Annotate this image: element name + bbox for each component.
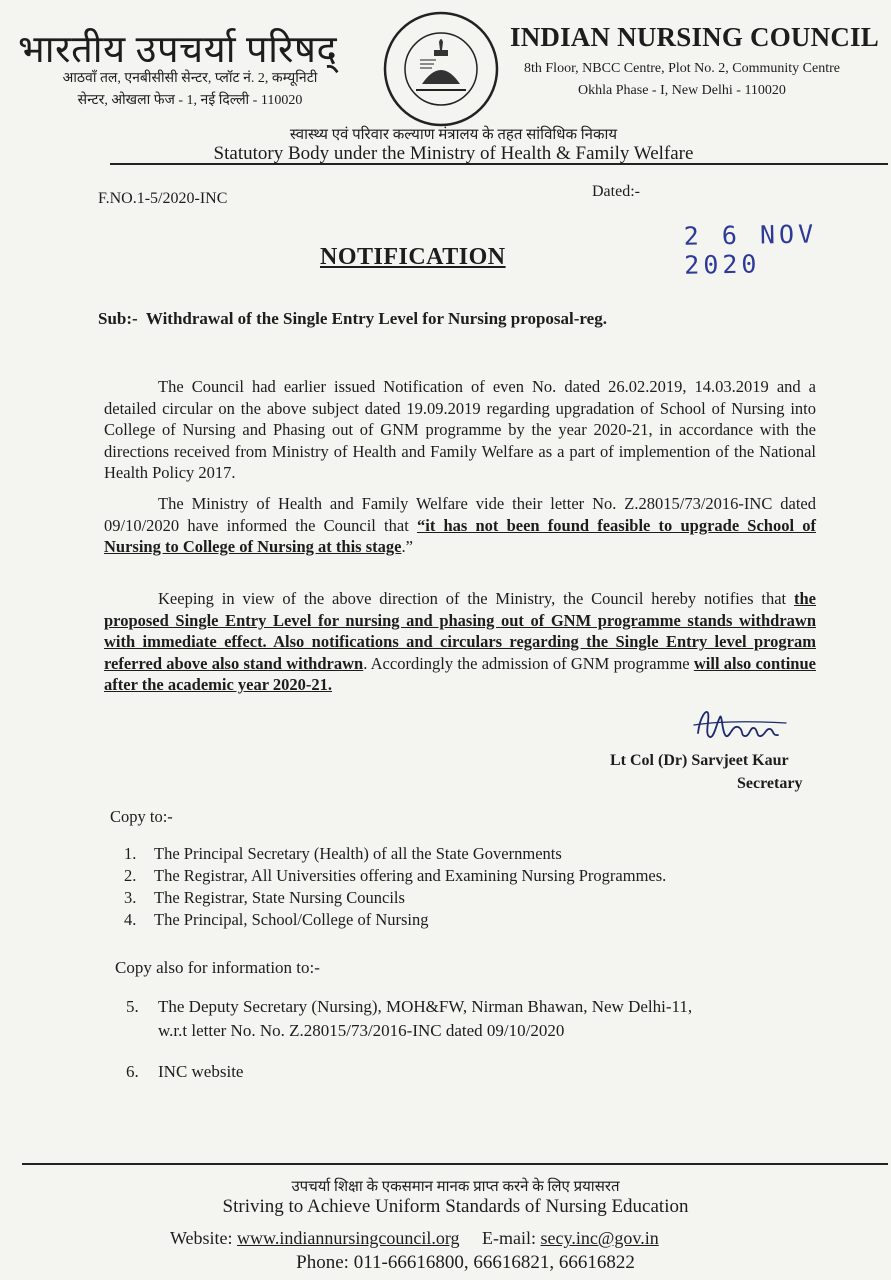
list-item-number: 5.	[126, 997, 139, 1016]
list-item-number: 3.	[124, 888, 137, 907]
paragraph-1: The Council had earlier issued Notification of even No. dated 26.02.2019, 14.03.2019 and a detailed circular on the above subject dated 19.09.2019 regarding upgradation of School of Nursing into College of Nursing and Phasing out of GNM programme by the year 2020-21, in accordance with the directions received from Ministry of Health and Family Welfare as a part of implemention of the National Health Policy 2017.	[104, 377, 816, 482]
council-seal-icon	[382, 10, 500, 128]
item-6-text: INC website	[158, 1062, 244, 1081]
paragraph-3	[104, 588, 816, 696]
list-item	[124, 887, 666, 909]
item-5-line2: w.r.t letter No. No. Z.28015/73/2016-INC dated 09/10/2020	[158, 1021, 565, 1040]
hindi-address-line2: सेन्टर, ओखला फेज - 1, नई दिल्ली - 110020	[77, 93, 303, 108]
list-item	[124, 909, 666, 931]
notification-title: NOTIFICATION	[320, 244, 506, 270]
signatory-name: Lt Col (Dr) Sarvjeet Kaur	[610, 752, 789, 769]
email-label: E-mail:	[482, 1228, 536, 1248]
list-item	[124, 843, 666, 865]
file-number: F.NO.1-5/2020-INC	[98, 190, 228, 207]
paragraph-3-bold-1: the proposed Single Entry Level for nursing and phasing out of GNM programme stands withdrawn with immediate effect. Also notifications and circulars regarding the Single Entry level program referred above also stand withdrawn	[104, 589, 816, 673]
copy-also-item-5	[126, 995, 692, 1043]
english-address-line2: Okhla Phase - I, New Delhi - 110020	[578, 83, 786, 98]
list-item-number: 4.	[124, 910, 137, 929]
hindi-subtitle: स्वास्थ्य एवं परिवार कल्याण मंत्रालय के तहत सांविधिक निकाय	[289, 127, 618, 143]
list-item-text: The Registrar, State Nursing Councils	[154, 888, 405, 907]
footer-contact	[170, 1228, 659, 1249]
paragraph-3-text: Keeping in view of the above direction of the Ministry, the Council hereby notifies that	[158, 589, 794, 608]
paragraph-3-bold-2: will also continue after the academic year 2020-21.	[104, 653, 816, 694]
subject-label: Sub:-	[98, 309, 138, 328]
copy-to-list	[124, 843, 666, 931]
english-council-name: INDIAN NURSING COUNCIL	[510, 22, 879, 52]
paragraph-2-end: .”	[401, 537, 413, 556]
footer-hindi-motto: उपचर्या शिक्षा के एकसमान मानक प्राप्त करने के लिए प्रयासरत	[291, 1179, 620, 1195]
copy-also-item-6	[126, 1062, 243, 1082]
english-address-line1: 8th Floor, NBCC Centre, Plot No. 2, Community Centre	[524, 61, 840, 76]
list-item-number: 1.	[124, 844, 137, 863]
english-subtitle: Statutory Body under the Ministry of Health & Family Welfare	[213, 143, 694, 164]
header-divider	[110, 163, 888, 165]
list-item-number: 6.	[126, 1062, 139, 1081]
list-item-number: 2.	[124, 866, 137, 885]
hindi-address-line1: आठवाँ तल, एनबीसीसी सेन्टर, प्लॉट नं. 2, कम्यूनिटी	[62, 71, 318, 86]
date-stamp: 2 6 NOV 2020	[683, 219, 818, 280]
hindi-address	[30, 68, 350, 112]
copy-also-label: Copy also for information to:-	[115, 958, 320, 977]
copy-to-label: Copy to:-	[110, 807, 173, 826]
website-link[interactable]: www.indiannursingcouncil.org	[237, 1228, 460, 1248]
paragraph-2	[104, 493, 816, 558]
subject-text: Withdrawal of the Single Entry Level for Nursing proposal-reg.	[145, 309, 607, 328]
list-item	[124, 865, 666, 887]
paragraph-2-text: The Ministry of Health and Family Welfare vide their letter No. Z.28015/73/2016-INC dated 09/10/2020 have informed the Council that	[104, 494, 816, 535]
list-item-text: The Registrar, All Universities offering and Examining Nursing Programmes.	[154, 866, 667, 885]
item-5-line1: The Deputy Secretary (Nursing), MOH&FW, Nirman Bhawan, New Delhi-11,	[158, 997, 693, 1016]
paragraph-2-quote: “it has not been found feasible to upgrade School of Nursing to College of Nursing at this stage	[104, 515, 816, 556]
email-link[interactable]: secy.inc@gov.in	[540, 1228, 659, 1248]
footer-phone: Phone: 011-66616800, 66616821, 66616822	[296, 1252, 635, 1273]
subject-line	[98, 309, 607, 329]
dated-label: Dated:-	[592, 183, 640, 200]
footer-english-motto: Striving to Achieve Uniform Standards of Nursing Education	[222, 1196, 689, 1217]
paragraph-3-mid: . Accordingly the admission of GNM programme	[363, 653, 694, 673]
website-label: Website:	[170, 1228, 233, 1248]
footer-divider	[22, 1163, 888, 1165]
signatory-designation: Secretary	[737, 775, 803, 792]
list-item-text: The Principal Secretary (Health) of all the State Governments	[154, 844, 562, 863]
hindi-council-name: भारतीय उपचर्या परिषद्	[18, 29, 338, 71]
list-item-text: The Principal, School/College of Nursing	[154, 910, 429, 929]
signature-mark	[690, 703, 795, 747]
english-address	[512, 58, 852, 102]
